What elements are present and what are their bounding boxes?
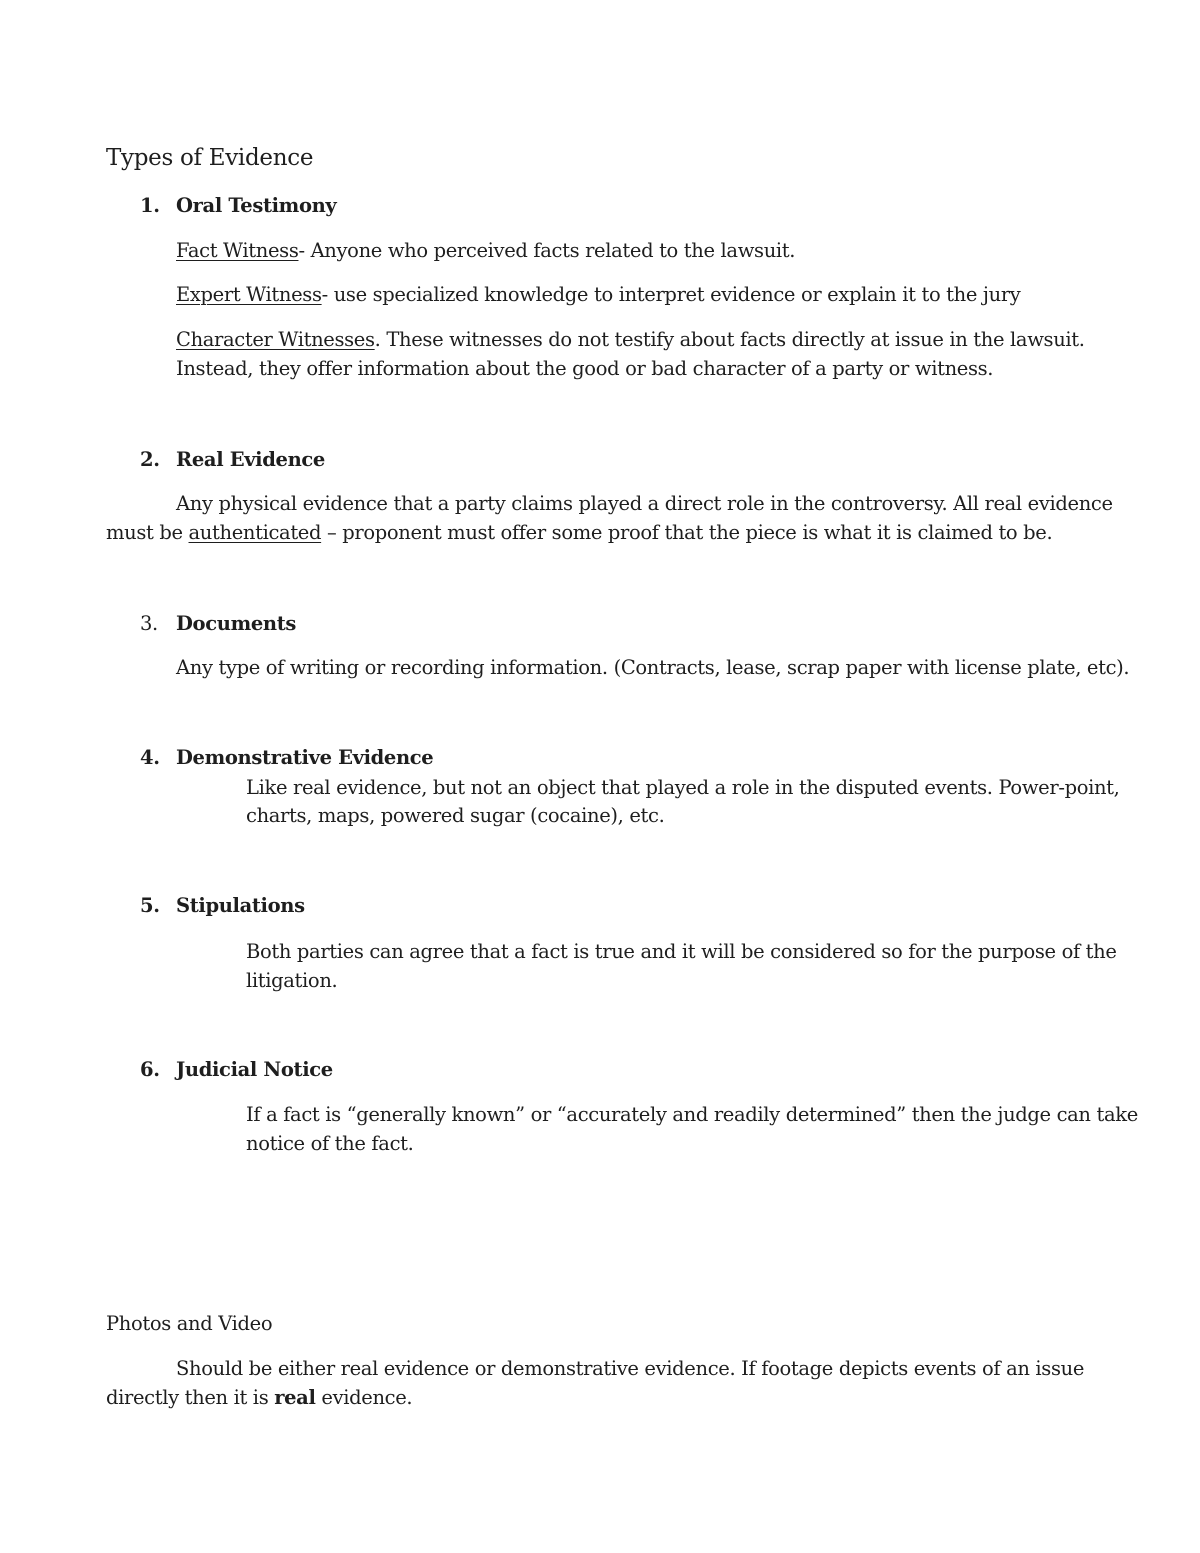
section-4-heading: Demonstrative Evidence xyxy=(176,746,434,769)
real-bold-term: real xyxy=(274,1386,316,1409)
judicial-notice-line-1: If a fact is “generally known” or “accurately and readily determined” then the judge can take xyxy=(246,1103,1138,1126)
character-witnesses-term: Character Witnesses xyxy=(176,328,375,351)
fact-witness-term: Fact Witness xyxy=(176,239,299,262)
expert-witness-line xyxy=(176,283,1020,307)
section-2-heading: Real Evidence xyxy=(176,448,325,471)
section-5-heading: Stipulations xyxy=(176,894,305,917)
section-3-heading: Documents xyxy=(176,612,297,635)
section-5-number: 5. xyxy=(140,894,160,917)
page-title: Types of Evidence xyxy=(106,145,314,171)
section-3-number: 3. xyxy=(140,612,158,635)
judicial-notice-line-2: notice of the fact. xyxy=(246,1132,414,1155)
photos-line-2 xyxy=(106,1386,412,1410)
photos-line-1: Should be either real evidence or demonstrative evidence. If footage depicts events of an issue xyxy=(176,1357,1085,1380)
photos-heading: Photos and Video xyxy=(106,1312,273,1335)
section-2-number: 2. xyxy=(140,448,160,471)
fact-witness-text: - Anyone who perceived facts related to the lawsuit. xyxy=(298,239,796,262)
demonstrative-line-1: Like real evidence, but not an object that played a role in the disputed events. Power-point, xyxy=(246,776,1120,799)
character-witnesses-line-2: Instead, they offer information about the good or bad character of a party or witness. xyxy=(176,357,994,380)
fact-witness-line xyxy=(176,239,795,263)
real-evidence-line-1: Any physical evidence that a party claims played a direct role in the controversy. All real evidence xyxy=(176,492,1113,515)
section-6-heading: Judicial Notice xyxy=(176,1058,333,1081)
character-witnesses-line xyxy=(176,328,1085,352)
section-1-heading: Oral Testimony xyxy=(176,194,337,217)
section-4-number: 4. xyxy=(140,746,160,769)
demonstrative-line-2: charts, maps, powered sugar (cocaine), etc. xyxy=(246,804,665,827)
stipulations-line-2: litigation. xyxy=(246,969,338,992)
stipulations-line-1: Both parties can agree that a fact is true and it will be considered so for the purpose of the xyxy=(246,940,1117,963)
real-evidence-line-2-start: must be xyxy=(106,521,189,544)
photos-line-2-start: directly then it is xyxy=(106,1386,275,1409)
real-evidence-line-2-end: – proponent must offer some proof that the piece is what it is claimed to be. xyxy=(321,521,1053,544)
photos-line-2-end: evidence. xyxy=(315,1386,413,1409)
section-6-number: 6. xyxy=(140,1058,160,1081)
expert-witness-text: - use specialized knowledge to interpret evidence or explain it to the jury xyxy=(321,283,1021,306)
documents-line-1: Any type of writing or recording information. (Contracts, lease, scrap paper with license plate, etc). xyxy=(176,656,1130,679)
expert-witness-term: Expert Witness xyxy=(176,283,322,306)
real-evidence-line-2 xyxy=(106,521,1052,545)
character-witnesses-text: . These witnesses do not testify about facts directly at issue in the lawsuit. xyxy=(374,328,1085,351)
authenticated-term: authenticated xyxy=(188,521,322,544)
section-1-number: 1. xyxy=(140,194,160,217)
